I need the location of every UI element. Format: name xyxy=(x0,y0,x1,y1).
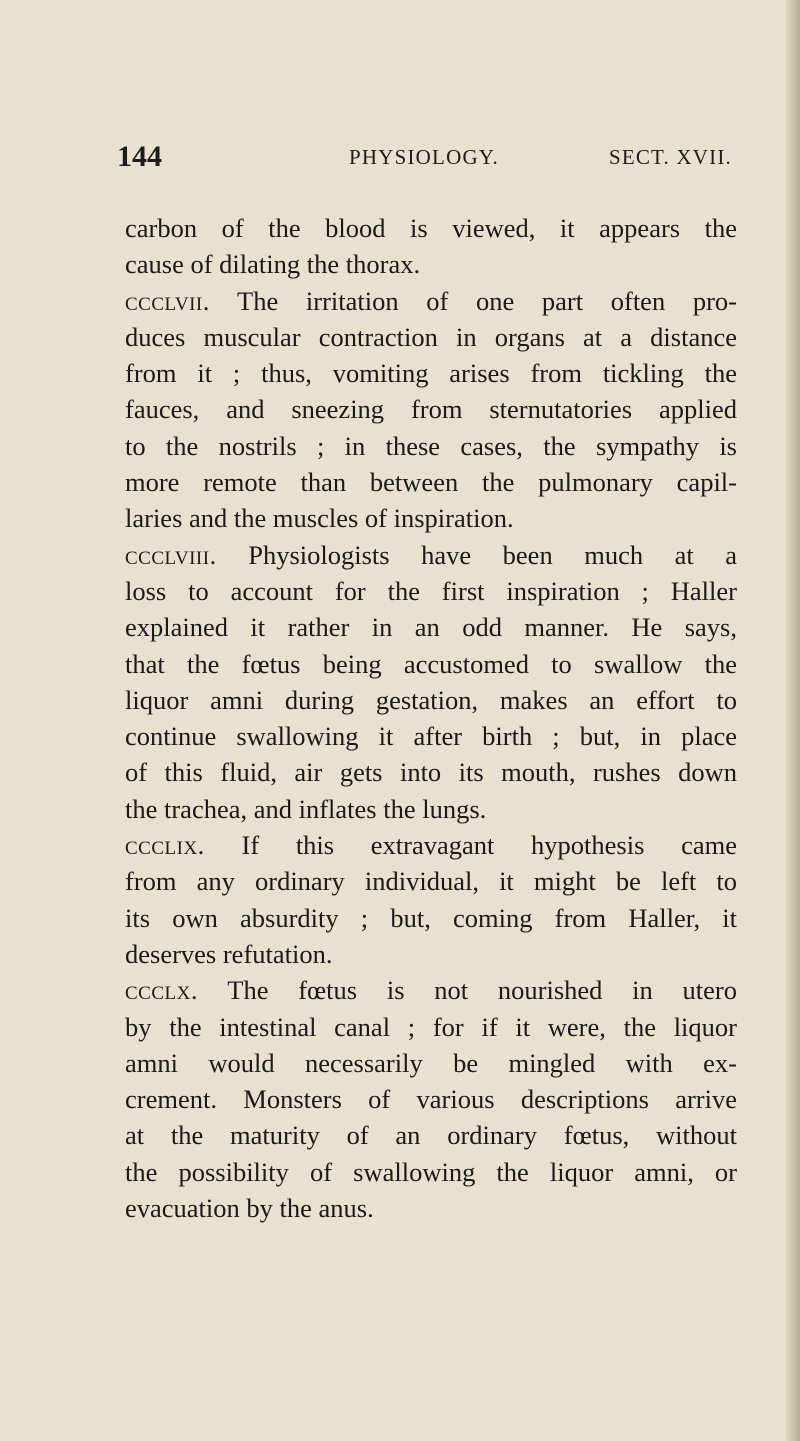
text-line xyxy=(125,791,737,827)
line-text: its own absurdity ; but, coming from Haller, it xyxy=(125,902,737,933)
page-edge xyxy=(786,0,800,1441)
running-title: PHYSIOLOGY. xyxy=(349,145,499,169)
line-text: The fœtus is not nourished in utero xyxy=(197,975,737,1006)
line-text: to the nostrils ; in these cases, the sympathy is xyxy=(125,430,737,461)
text-line xyxy=(125,1009,737,1045)
line-text: loss to account for the first inspiration ; Haller xyxy=(125,575,737,606)
line-text: If this extravagant hypothesis came xyxy=(204,830,737,861)
text-line xyxy=(125,464,737,500)
paragraph-number: ccclix. xyxy=(125,830,205,861)
section-label: SECT. XVII. xyxy=(608,145,732,169)
line-text: continue swallowing it after birth ; but, in place xyxy=(125,721,737,752)
line-text: the possibility of swallowing the liquor amni, or xyxy=(125,1156,737,1187)
text-line xyxy=(125,718,737,754)
text-line xyxy=(125,936,737,972)
text-line xyxy=(125,1154,737,1190)
text-line xyxy=(125,210,737,246)
text-line xyxy=(125,537,737,573)
line-text: carbon of the blood is viewed, it appears the xyxy=(125,213,737,243)
line-text: by the intestinal canal ; for if it were, the liquor xyxy=(125,1011,737,1042)
text-line xyxy=(125,500,737,536)
text-line xyxy=(125,246,737,282)
line-text: the trachea, and inflates the lungs. xyxy=(125,793,487,824)
line-text: Physiologists have been much at a xyxy=(216,539,737,570)
text-line xyxy=(125,609,737,645)
line-text: fauces, and sneezing from sternutatories applied xyxy=(125,394,737,425)
text-line xyxy=(125,646,737,682)
line-text: at the maturity of an ordinary fœtus, without xyxy=(125,1120,737,1151)
paragraph-number: ccclx. xyxy=(125,975,198,1006)
text-line xyxy=(125,863,737,899)
line-text: duces muscular contraction in organs at a distance xyxy=(125,321,737,352)
paragraph-number: ccclvii. xyxy=(125,285,210,316)
text-line xyxy=(125,1045,737,1081)
text-line xyxy=(125,754,737,790)
text-line xyxy=(125,1117,737,1153)
text-line xyxy=(125,1190,737,1226)
text-line xyxy=(125,283,737,319)
line-text: that the fœtus being accustomed to swallow the xyxy=(125,648,737,679)
text-line xyxy=(125,391,737,427)
line-text: from any ordinary individual, it might be left to xyxy=(125,866,737,897)
text-line xyxy=(125,1081,737,1117)
text-line xyxy=(125,319,737,355)
body-text xyxy=(125,210,737,1226)
text-line xyxy=(125,428,737,464)
line-text: explained it rather in an odd manner. He says, xyxy=(125,612,737,643)
line-text: evacuation by the anus. xyxy=(125,1193,374,1224)
line-text: of this fluid, air gets into its mouth, rushes down xyxy=(125,757,737,788)
line-text: deserves refutation. xyxy=(125,938,333,969)
line-text: more remote than between the pulmonary capil- xyxy=(125,467,737,498)
text-line xyxy=(125,355,737,391)
text-line xyxy=(125,573,737,609)
running-header xyxy=(117,141,732,177)
text-line xyxy=(125,900,737,936)
line-text: The irritation of one part often pro- xyxy=(209,285,737,316)
text-line xyxy=(125,682,737,718)
line-text: from it ; thus, vomiting arises from tickling the xyxy=(125,358,737,389)
paragraph-number: ccclviii. xyxy=(125,539,217,570)
line-text: crement. Monsters of various descriptions arrive xyxy=(125,1084,737,1115)
line-text: cause of dilating the thorax. xyxy=(125,249,421,280)
line-text: liquor amni during gestation, makes an effort to xyxy=(125,684,737,715)
page-number: 144 xyxy=(117,140,162,173)
text-line xyxy=(125,972,737,1008)
text-line xyxy=(125,827,737,863)
line-text: amni would necessarily be mingled with ex- xyxy=(125,1047,737,1078)
line-text: laries and the muscles of inspiration. xyxy=(125,503,514,534)
